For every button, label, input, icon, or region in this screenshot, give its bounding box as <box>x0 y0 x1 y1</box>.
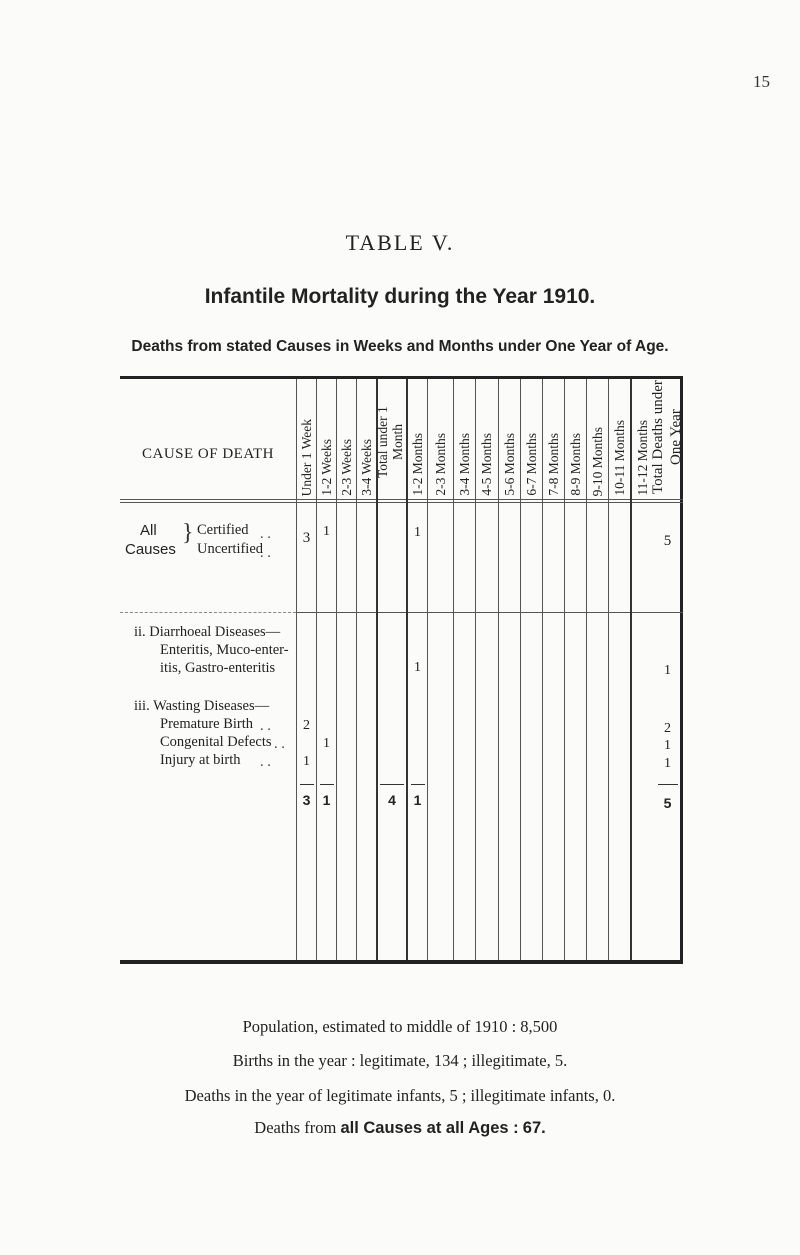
all-label: All <box>140 522 157 539</box>
column-header: 2-3 Weeks <box>338 439 354 496</box>
brace-icon: } <box>182 520 194 546</box>
total-value: 5 <box>663 795 672 811</box>
leader-dots: . . <box>260 754 271 770</box>
cell-value: 1 <box>303 754 310 769</box>
column-header: Total Deaths under One Year <box>649 380 684 494</box>
diarrhoeal-label: itis, Gastro-enteritis <box>160 660 276 676</box>
leader-dots: . . <box>260 545 271 561</box>
column-header: 7-8 Months <box>545 433 561 496</box>
column-header: Total under 1 Month <box>375 406 405 478</box>
table-border-top <box>120 376 683 379</box>
total-rule <box>320 784 334 785</box>
certified-label: Certified <box>197 522 249 538</box>
cell-value: 3 <box>302 530 311 546</box>
column-header: 3-4 Months <box>456 433 472 496</box>
column-header: 8-9 Months <box>567 433 583 496</box>
column-header: 10-11 Months <box>611 420 627 496</box>
uncertified-label: Uncertified <box>197 541 264 557</box>
population-note: Population, estimated to middle of 1910 : 8,500 <box>242 1017 558 1036</box>
page-number: 15 <box>753 72 770 91</box>
table-border-bottom <box>120 960 683 964</box>
section-rule <box>296 612 683 613</box>
page-title: Infantile Mortality during the Year 1910. <box>204 285 596 308</box>
leader-dots: . . <box>260 718 271 734</box>
page-subtitle: Deaths from stated Causes in Weeks and Months under One Year of Age. <box>131 338 669 355</box>
section-divider <box>120 612 296 613</box>
column-header: 1-2 Weeks <box>318 439 334 496</box>
wasting-header: iii. Wasting Diseases— <box>134 698 270 714</box>
births-note: Births in the year : legitimate, 134 ; illegitimate, 5. <box>232 1051 568 1070</box>
column-header: 11-12 Months <box>635 420 650 496</box>
mortality-table <box>120 376 683 964</box>
row-label: Congenital Defects <box>160 734 272 750</box>
cell-value: 1 <box>664 663 671 678</box>
diarrhoeal-label: Enteritis, Muco-enter- <box>160 642 289 658</box>
total-rule <box>411 784 425 785</box>
cell-value: 1 <box>323 736 330 751</box>
column-header: 3-4 Weeks <box>358 439 374 496</box>
cell-value: 1 <box>414 660 421 675</box>
leader-dots: . . <box>274 736 285 752</box>
column-header: 6-7 Months <box>523 433 539 496</box>
leader-dots: . . <box>260 526 271 542</box>
column-header: 5-6 Months <box>501 433 517 496</box>
total-rule <box>380 784 404 785</box>
cell-value: 5 <box>663 533 672 549</box>
cell-value: 1 <box>664 738 671 753</box>
cell-value: 2 <box>303 718 310 733</box>
header-rule-double <box>120 502 683 503</box>
total-value: 4 <box>388 792 396 808</box>
total-value: 1 <box>322 792 331 808</box>
total-rule <box>658 784 678 785</box>
diarrhoeal-label: ii. Diarrhoeal Diseases— <box>134 624 281 640</box>
cell-value: 1 <box>323 524 330 539</box>
row-label: Injury at birth <box>160 752 241 768</box>
column-header: 1-2 Months <box>409 433 425 496</box>
cell-value: 1 <box>664 756 671 771</box>
header-rule <box>120 499 683 500</box>
all-deaths-bold: all Causes at all Ages : <box>340 1119 519 1137</box>
column-header: 4-5 Months <box>479 433 494 496</box>
infant-deaths-note: Deaths in the year of legitimate infants, 5 ; illegitimate infants, 0. <box>184 1086 616 1105</box>
total-rule <box>300 784 314 785</box>
row-label: Premature Birth <box>160 716 254 732</box>
all-deaths-note <box>0 1118 800 1138</box>
causes-label: Causes <box>125 541 176 558</box>
cause-column-header: CAUSE OF DEATH <box>141 446 274 462</box>
all-deaths-value: 67. <box>522 1119 546 1137</box>
cell-value: 2 <box>664 721 671 736</box>
all-deaths-prefix: Deaths from <box>254 1118 337 1137</box>
column-header: 9-10 Months <box>589 426 605 496</box>
table-label: TABLE V. <box>345 230 455 255</box>
column-header: 2-3 Months <box>432 433 448 496</box>
column-header: Under 1 Week <box>298 418 314 496</box>
total-value: 1 <box>413 792 422 808</box>
cell-value: 1 <box>414 525 421 540</box>
total-value: 3 <box>302 792 311 808</box>
